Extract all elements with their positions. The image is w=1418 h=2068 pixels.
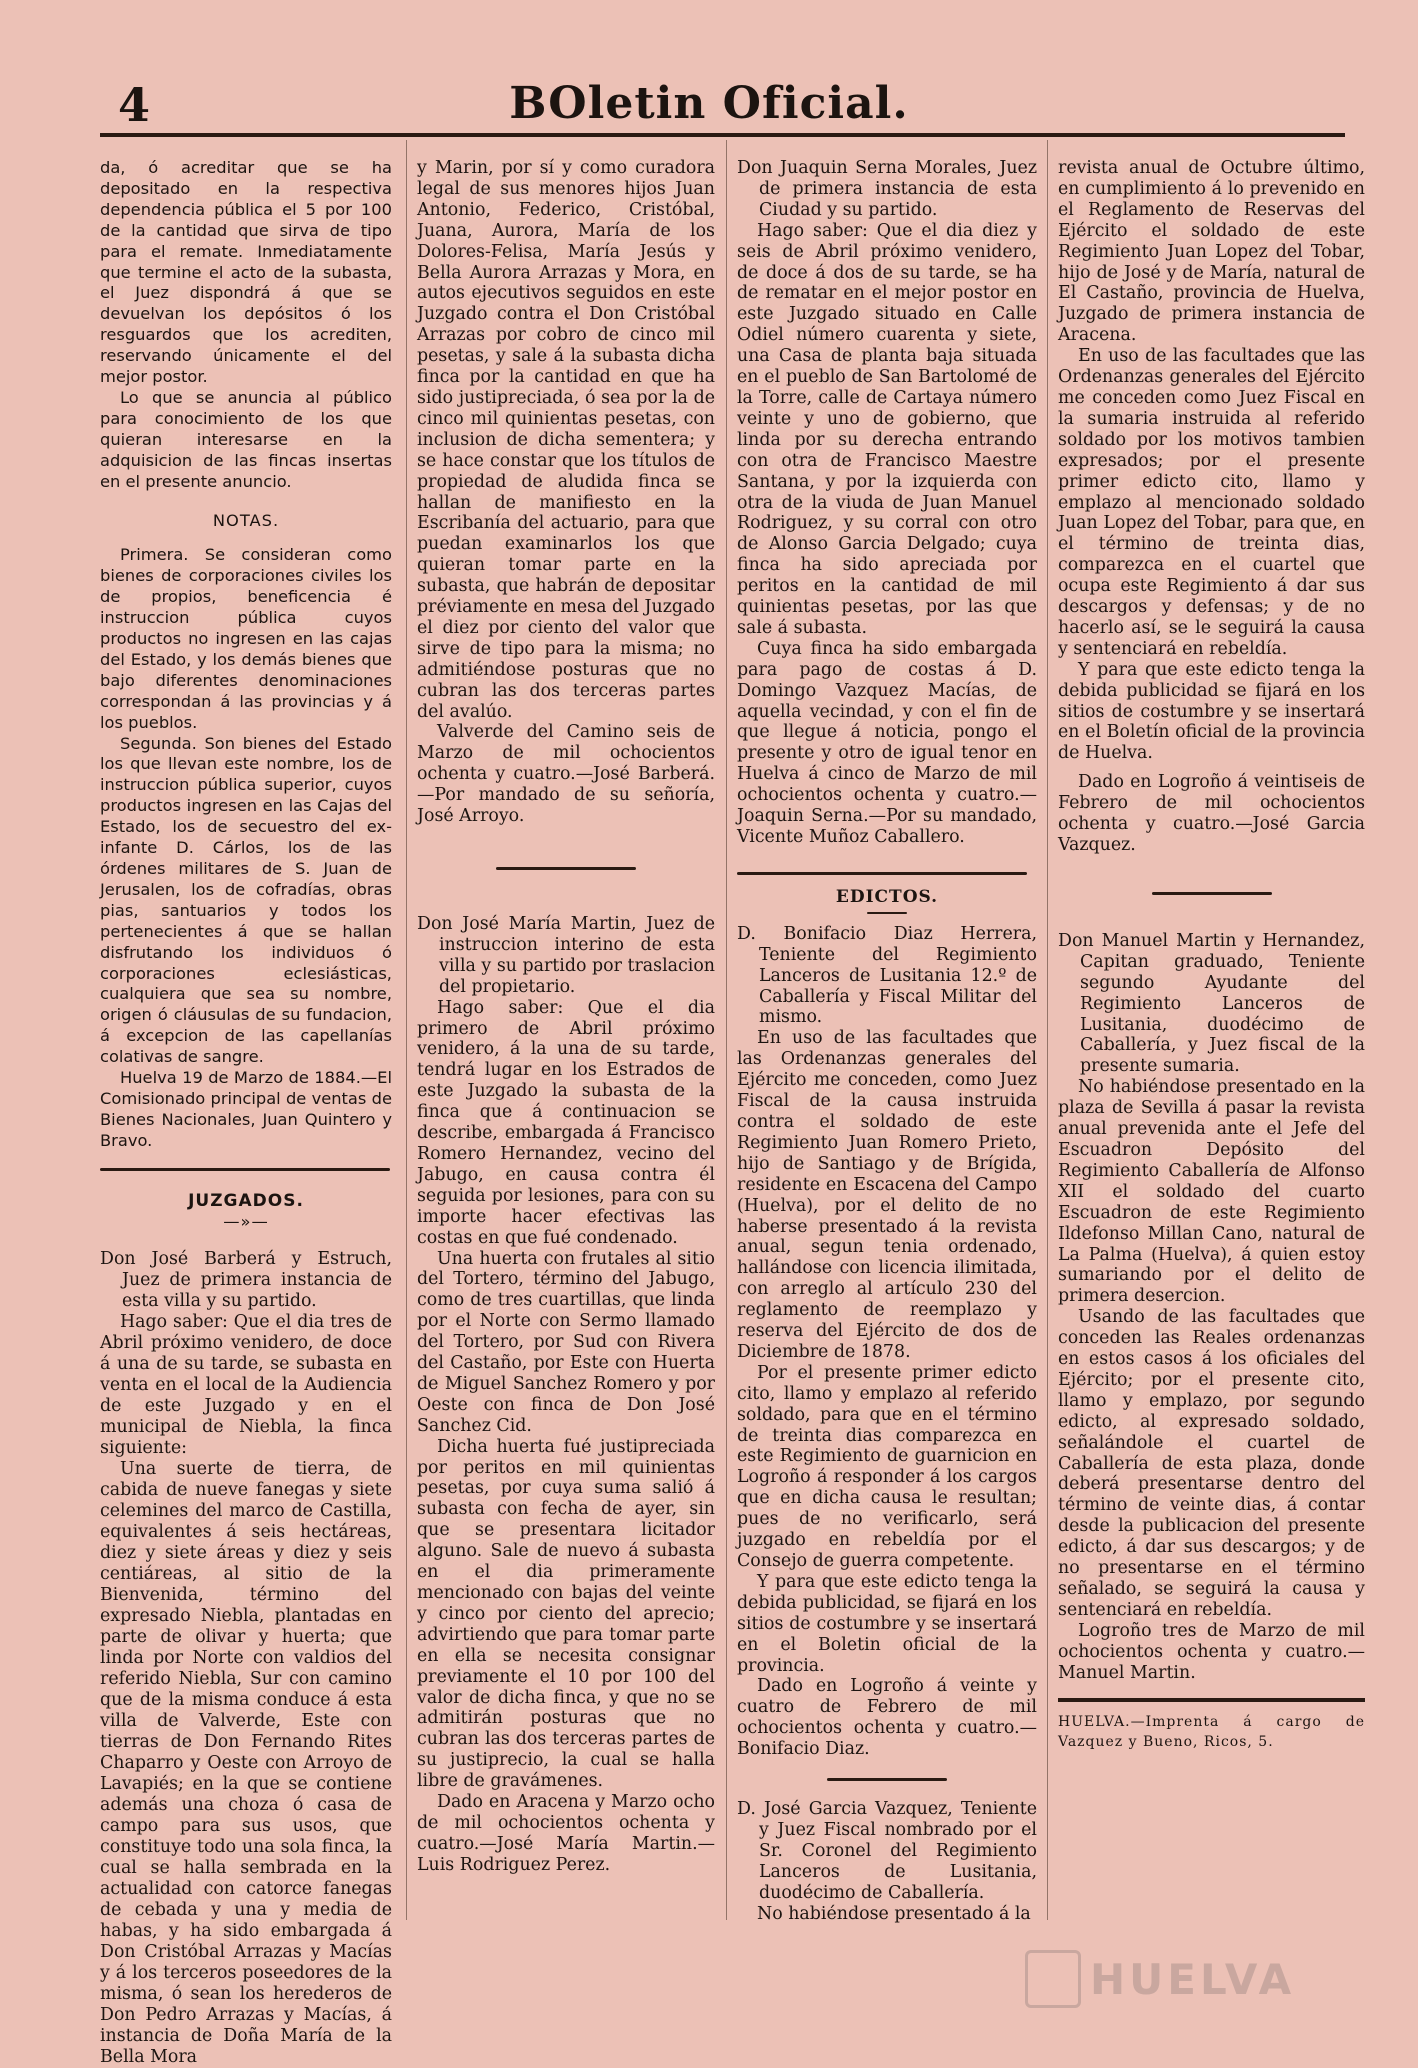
- page-header: [0, 0, 1418, 140]
- section-rule: [737, 872, 1027, 875]
- paragraph: Por el presente primer edicto cito, llamo y emplazo al referido soldado, para que en el término de treinta dias comparezca en este Regimiento de guarnicion en Logroño á responder á los cargos que en dicha causa le resultan; pues de no verificarlo, será juzgado en rebeldía por el Consejo de guerra competente.: [737, 1362, 1037, 1571]
- section-rule: [100, 1168, 390, 1171]
- notas-heading: NOTAS.: [212, 510, 280, 530]
- archive-watermark: HUELVA: [1090, 1955, 1296, 2004]
- paragraph: Y para que este edicto tenga la debida publicidad se fijará en los sitios de costumbre y se insertará en el Boletín oficial de la provincia de Huelva.: [1058, 659, 1365, 764]
- paragraph: da, ó acreditar que se ha depositado en la respectiva dependencia pública el 5 por 100 de la cantidad que sirva de tipo para el remate. Inmediatamente que termine el acto de la subasta, el Juez dispondrá á que se devuelvan los depósitos ó los resguardos que los acrediten, reservando únicamente el del mejor postor.: [100, 158, 392, 387]
- archive-logo-icon: [1025, 1950, 1081, 2008]
- paragraph: Hago saber: Que el dia tres de Abril próximo venidero, de doce á una de su tarde, se subasta en venta en el local de la Audiencia de este Juzgado y en el municipal de Niebla, la finca siguiente:: [100, 1311, 392, 1458]
- paragraph: y Marin, por sí y como curadora legal de sus menores hijos Juan Antonio, Federico, Cristóbal, Juana, Aurora, María de los Dolores-Felisa, María Jesús y Bella Aurora Arrazas y Mora, en autos ejecutivos seguidos en este Juzgado contra el Don Cristóbal Arrazas por cobro de cinco mil pesetas, y sale á la subasta dicha finca por la cantidad en que ha sido justipreciada, ó sea por la de cinco mil quinientas pesetas, con inclusion de dicha sementera; y se hace constar que los títulos de propiedad de aludida finca se hallan de manifiesto en la Escribanía del actuario, para que puedan examinarlos los que quieran tomar parte en la subasta, que habrán de depositar préviamente en mesa del Juzgado el diez por ciento del valor que sirve de tipo para la misma; no admitiéndose posturas que no cubran las dos terceras partes del avalúo.: [417, 158, 715, 722]
- section-rule: [827, 1778, 947, 1781]
- paragraph: En uso de las facultades que las Ordenanzas generales del Ejército me conceden, como Juez Fiscal de la causa instruida contra el soldado de este Regimiento Juan Romero Prieto, hijo de Santiago y de Brígida, residente en Escacena del Campo (Huelva), por el delito de no haberse presentado á la revista anual, segun tenia ordenado, hallándose con licencia ilimitada, con arreglo al artículo 230 del reglamento de reemplazo y reserva del Ejército de dos de Diciembre de 1878.: [737, 1028, 1037, 1362]
- juzgados-heading: JUZGADOS.: [188, 1190, 304, 1211]
- column-4: [1058, 158, 1365, 1753]
- section-rule: [496, 867, 636, 870]
- paragraph: Lo que se anuncia al público para conocimiento de los que quieran interesarse en la adquisicion de las fincas insertas en el presente anuncio.: [100, 387, 392, 491]
- paragraph: Cuya finca ha sido embargada para pago de costas á D. Domingo Vazquez Macías, de aquella vecindad, y con el fin de que llegue á noticia, pongo el presente y otro de igual tenor en Huelva á cinco de Marzo de mil ochocientos ochenta y cuatro.—Joaquin Serna.—Por su mandado, Vicente Muñoz Caballero.: [737, 638, 1037, 847]
- paragraph: Don José Barberá y Estruch, Juez de primera instancia de esta villa y su partido.: [100, 1248, 392, 1311]
- paragraph: Logroño tres de Marzo de mil ochocientos ochenta y cuatro.—Manuel Martin.: [1058, 1620, 1365, 1683]
- section-rule: [1152, 892, 1272, 895]
- paragraph: En uso de las facultades que las Ordenanzas generales del Ejército me conceden como Juez Fiscal en la sumaria instruida al referido soldado por los motivos tambien expresados; por el presente primer edicto cito, llamo y emplazo al mencionado soldado Juan Lopez del Tobar, para que, en el término de treinta dias, comparezca en el cuartel que ocupa este Regimiento á dar sus descargos y defensas; y de no hacerlo así, se le seguirá la causa y sentenciará en rebeldía.: [1058, 346, 1365, 659]
- signature-paragraph: Huelva 19 de Marzo de 1884.—El Comisionado principal de ventas de Bienes Nacionales, Juan Quintero y Bravo.: [100, 1068, 392, 1150]
- column-3: [737, 158, 1037, 1925]
- paragraph: D. José Garcia Vazquez, Teniente y Juez Fiscal nombrado por el Sr. Coronel del Regimiento Lanceros de Lusitania, duodécimo de Caballería.: [737, 1799, 1037, 1903]
- column-divider: [406, 140, 407, 1920]
- paragraph: Don Manuel Martin y Hernandez, Capitan graduado, Teniente segundo Ayudante del Regimiento Lanceros de Lusitania, duodécimo de Caballería, y Juez fiscal de la presente sumaria.: [1058, 930, 1365, 1077]
- paragraph: Una suerte de tierra, de cabida de nueve fanegas y siete celemines del marco de Castilla, equivalentes á seis hectáreas, diez y siete áreas y diez y seis centiáreas, al sitio de la Bienvenida, término del expresado Niebla, plantadas en parte de olivar y huerta; que linda por Norte con valdios del referido Niebla, Sur con camino que de la misma conduce á esta villa de Valverde, Este con tierras de Don Fernando Rites Chaparro y Oeste con Arroyo de Lavapiés; en la que se contiene además una choza ó casa de campo para sus usos, que constituye todo una sola finca, la cual se halla sembrada en la actualidad con catorce fanegas de cebada y una y media de habas, y ha sido embargada á Don Cristóbal Arrazas y Macías y á los terceros poseedores de la misma, ó sean los herederos de Don Pedro Arrazas y Macías, á instancia de Doña María de la Bella Mora: [100, 1458, 392, 2067]
- paragraph: revista anual de Octubre último, en cumplimiento á lo prevenido en el Reglamento de Reservas del Ejército el soldado de este Regimiento Juan Lopez del Tobar, hijo de José y de María, natural de El Castaño, provincia de Huelva, Juzgado de primera instancia de Aracena.: [1058, 158, 1365, 346]
- paragraph: D. Bonifacio Diaz Herrera, Teniente del Regimiento Lanceros de Lusitania 12.º de Caballería y Fiscal Militar del mismo.: [737, 923, 1037, 1028]
- page-number: 4: [118, 78, 151, 132]
- paragraph: Dado en Logroño á veintiseis de Febrero de mil ochocientos ochenta y cuatro.—José Garcia Vazquez.: [1058, 772, 1365, 855]
- paragraph: Hago saber: Que el dia primero de Abril próximo venidero, á la una de su tarde, tendrá lugar en los Estrados de este Juzgado la subasta de la finca que á continuacion se describe, embargada á Francisco Romero Hernandez, vecino del Jabugo, en causa contra él seguida por lesiones, para con su importe hacer efectivas las costas en que fué condenado.: [417, 997, 715, 1248]
- edictos-heading: EDICTOS.: [835, 886, 939, 907]
- column-divider: [1047, 140, 1048, 1920]
- heading-ornament: —»—: [223, 1211, 269, 1231]
- newspaper-title: BOletin Oficial.: [509, 78, 909, 129]
- paragraph: Una huerta con frutales al sitio del Tortero, término del Jabugo, como de tres cuartillas, que linda por el Norte con Sermo llamado del Tortero, por Sud con Rivera del Castaño, por Este con Huerta de Miguel Sanchez Romero y por Oeste con finca de Don José Sanchez Cid.: [417, 1248, 715, 1436]
- paragraph: No habiéndose presentado á la: [757, 1903, 1031, 1924]
- paragraph: Y para que este edicto tenga la debida publicidad, se fijará en los sitios de costumbre y se insertará en el Boletin oficial de la provincia.: [737, 1571, 1037, 1676]
- paragraph: Valverde del Camino seis de Marzo de mil ochocientos ochenta y cuatro.—José Barberá.—Por mandado de su señoría, José Arroyo.: [417, 722, 715, 827]
- printer-imprint: HUELVA.—Imprenta á cargo de Vazquez y Bueno, Ricos, 5.: [1058, 1713, 1365, 1751]
- heading-ornament: [867, 912, 907, 914]
- paragraph: Dicha huerta fué justipreciada por peritos en mil quinientas pesetas, por cuya suma salió á subasta con fecha de ayer, sin que se presentara licitador alguno. Sale de nuevo á subasta en el dia primeramente mencionado con bajas del veinte y cinco por ciento del aprecio; advirtiendo que para tomar parte en ella se necesita consignar previamente el 10 por 100 del valor de dicha finca, y que no se admitirán posturas que no cubran las dos terceras partes de su justiprecio, la cual se halla libre de gravámenes.: [417, 1436, 715, 1792]
- paragraph: Don José María Martin, Juez de instruccion interino de esta villa y su partido por traslacion del propietario.: [417, 914, 715, 997]
- paragraph: Dado en Aracena y Marzo ocho de mil ochocientos ochenta y cuatro.—José María Martin.—Luis Rodriguez Perez.: [417, 1792, 715, 1875]
- column-divider: [726, 140, 727, 1920]
- paragraph: Segunda. Son bienes del Estado los que llevan este nombre, los de instruccion pública superior, cuyos productos ingresen en las Cajas del Estado, los de secuestro del ex-infante D. Cárlos, los de las órdenes militares de S. Juan de Jerusalen, los de cofradías, obras pias, santuarios y todos los pertenecientes á que se hallan disfrutando los individuos ó corporaciones eclesiásticas, cualquiera que sea su nombre, origen ó cláusulas de su fundacion, á excepcion de las capellanías colativas de sangre.: [100, 733, 392, 1067]
- paragraph: Usando de las facultades que conceden las Reales ordenanzas en estos casos á los oficiales del Ejército; por el presente cito, llamo y emplazo, por segundo edicto, al expresado soldado, señalándole el cuartel de Caballería de esta plaza, donde deberá presentarse dentro del término de veinte dias, á contar desde la publicacion del presente edicto, á dar sus descargos; y de no presentarse en el término señalado, se seguirá la causa y sentenciará en rebeldía.: [1058, 1307, 1365, 1620]
- header-rule: [100, 133, 1345, 137]
- paragraph: Primera. Se consideran como bienes de corporaciones civiles los de propios, beneficencia é instruccion pública cuyos productos no ingresen en las cajas del Estado, y los demás bienes que bajo diferentes denominaciones correspondan á las provincias y á los pueblos.: [100, 545, 392, 732]
- paragraph: Dado en Logroño á veinte y cuatro de Febrero de mil ochocientos ochenta y cuatro.—Bonifacio Diaz.: [737, 1676, 1037, 1760]
- paragraph: No habiéndose presentado en la plaza de Sevilla á pasar la revista anual prevenida ante el Jefe del Escuadron Depósito del Regimiento Caballería de Alfonso XII el soldado del cuarto Escuadron de este Regimiento Ildefonso Millan Cano, natural de La Palma (Huelva), á quien estoy sumariando por el delito de primera desercion.: [1058, 1077, 1365, 1307]
- footer-rule: [1058, 1698, 1365, 1702]
- column-2: [417, 158, 715, 1876]
- column-1: [100, 158, 392, 2068]
- paragraph: Don Juaquin Serna Morales, Juez de primera instancia de esta Ciudad y su partido.: [737, 158, 1037, 220]
- paragraph: Hago saber: Que el dia diez y seis de Abril próximo venidero, de doce á dos de su tarde, se ha de rematar en el mejor postor en este Juzgado situado en Calle Odiel número cuarenta y siete, una Casa de planta baja situada en el pueblo de San Bartolomé de la Torre, calle de Cartaya número veinte y uno de gobierno, que linda por su derecha entrando con otra de Francisco Maestre Santana, y por la izquierda con otra de la viuda de Juan Manuel Rodriguez, y su corral con otro de Alonso Garcia Delgado; cuya finca ha sido apreciada por peritos en la cantidad de mil quinientas pesetas, por las que sale á subasta.: [737, 220, 1037, 638]
